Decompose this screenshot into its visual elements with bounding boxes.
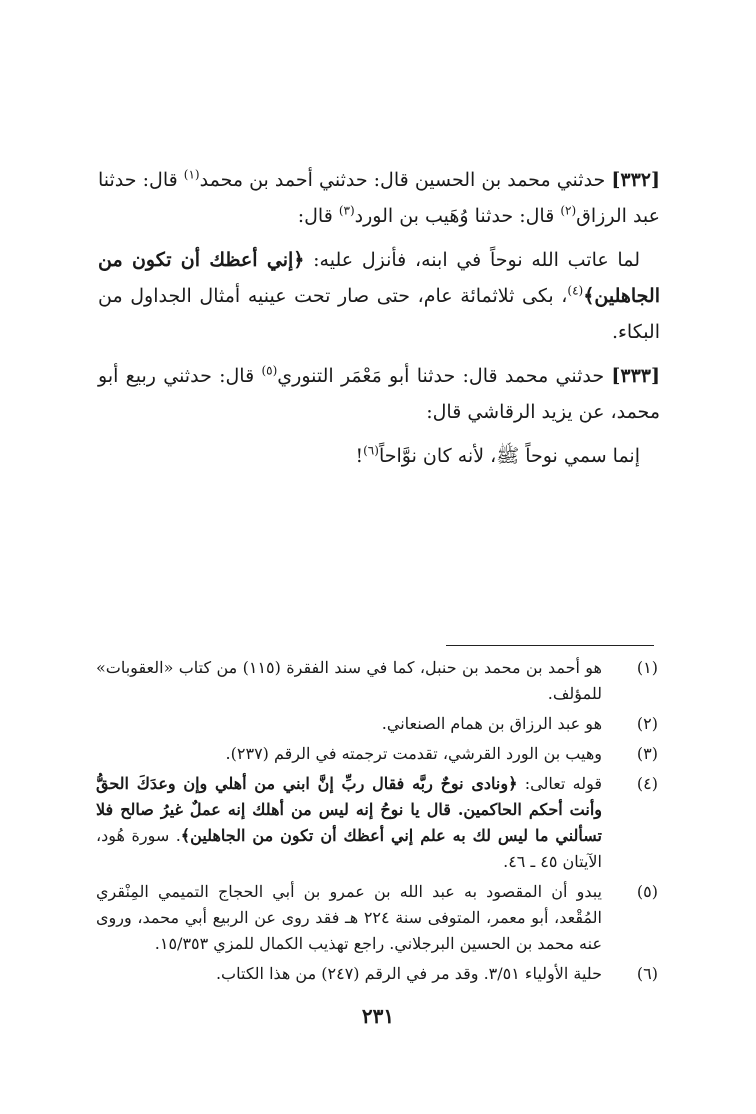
paragraph-333: [٣٣٣] حدثني محمد قال: حدثنا أبو مَعْمَر التنوري$^{(٥)}$ قال: حدثني ربيع أبو محمد، عن يزيد الرقاشي قال:: [98, 363, 660, 423]
entry-number-333: [٣٣٣]: [611, 365, 660, 387]
footnote-number: (٥): [636, 882, 658, 901]
footnote-text: وهيب بن الورد القرشي، تقدمت ترجمته في الرقم (٢٣٧).: [225, 744, 602, 763]
page-number: ٢٣١: [361, 1004, 395, 1028]
footnote-ref-4[interactable]: (٤): [567, 283, 584, 298]
footnote-1: [96, 655, 658, 707]
paragraph-333-body: إنما سمي نوحاً ﷺ، لأنه كان نوَّاحاً$^{(٦)}$!: [355, 443, 640, 467]
paragraph-332: [٣٣٢] حدثني محمد بن الحسين قال: حدثني أحمد بن محمد$^{(١)}$ قال: حدثنا عبد الرزاق$^{(٢)}$ قال: حدثنا وُهَيب بن الورد$^{(٣)}$ قال:: [98, 167, 660, 227]
footnote-text: يبدو أن المقصود به عبد الله بن عمرو بن أبي الحجاج التميمي المِنْقري المُقْعد، أبو معمر، المتوفى سنة ٢٢٤ هـ فقد روى عن الربيع أبي محمد، وروى عنه محمد بن الحسين البرجلاني. راجع تهذيب الكمال للمزي ١٥/٣٥٣.: [96, 882, 603, 953]
footnote-ref-5[interactable]: (٥): [261, 363, 278, 378]
footnote-ref-2[interactable]: (٢): [560, 203, 577, 218]
footnote-text: قوله تعالى: ﴿ونادى نوحٌ ربَّه فقال ربِّ إنَّ ابني من أهلي وإن وعدَكَ الحقُّ وأنت أحكم الحاكمين. قال يا نوحُ إنه ليس من أهلك إنه عملٌ غيرُ صالح فلا تسألني ما ليس لك به علم إني أعظك أن تكون من الجاهلين﴾. سورة هُود، الآيتان ٤٥ ـ ٤٦.: [96, 774, 603, 871]
quran-quote: ﴿ونادى نوحٌ ربَّه فقال ربِّ إنَّ ابني من أهلي وإن وعدَكَ الحقُّ وأنت أحكم الحاكمين. قال يا نوحُ إنه ليس من أهلك إنه عملٌ غيرُ صالح فلا تسألني ما ليس لك به علم إني أعظك أن تكون من الجاهلين﴾: [96, 774, 603, 845]
main-text: [98, 162, 660, 482]
footnote-number: (١): [636, 658, 658, 677]
footnote-6: [96, 961, 658, 987]
footnote-ref-3[interactable]: (٣): [338, 203, 355, 218]
footnote-text: هو أحمد بن محمد بن حنبل، كما في سند الفقرة (١١٥) من كتاب «العقوبات» للمؤلف.: [96, 658, 602, 703]
footnote-4: [96, 771, 658, 875]
footnote-2: [96, 711, 658, 737]
footnote-ref-1[interactable]: (١): [183, 167, 200, 182]
footnote-5: [96, 879, 658, 957]
footnote-divider: [446, 645, 654, 646]
footnote-number: (٤): [636, 774, 658, 793]
footnote-text: هو عبد الرزاق بن همام الصنعاني.: [381, 714, 602, 733]
footnote-number: (٣): [636, 744, 658, 763]
footnote-ref-6[interactable]: (٦): [363, 443, 379, 458]
footnote-number: (٢): [636, 714, 658, 733]
footnote-3: [96, 741, 658, 767]
entry-number-332: [٣٣٢]: [611, 169, 660, 191]
quran-quote: ﴿إني أعظك أن تكون من الجاهلين﴾: [98, 249, 660, 307]
footnotes: [96, 655, 658, 991]
paragraph-332-body: لما عاتب الله نوحاً في ابنه، فأنزل عليه: ﴿إني أعظك أن تكون من الجاهلين﴾$^{(٤)}$، بكى ثلاثمائة عام، حتى صار تحت عينيه أمثال الجداول من البكاء.: [98, 249, 660, 343]
footnote-number: (٦): [636, 964, 658, 983]
footnote-text: حلية الأولياء ٣/٥١. وقد مر في الرقم (٢٤٧) من هذا الكتاب.: [215, 964, 602, 983]
